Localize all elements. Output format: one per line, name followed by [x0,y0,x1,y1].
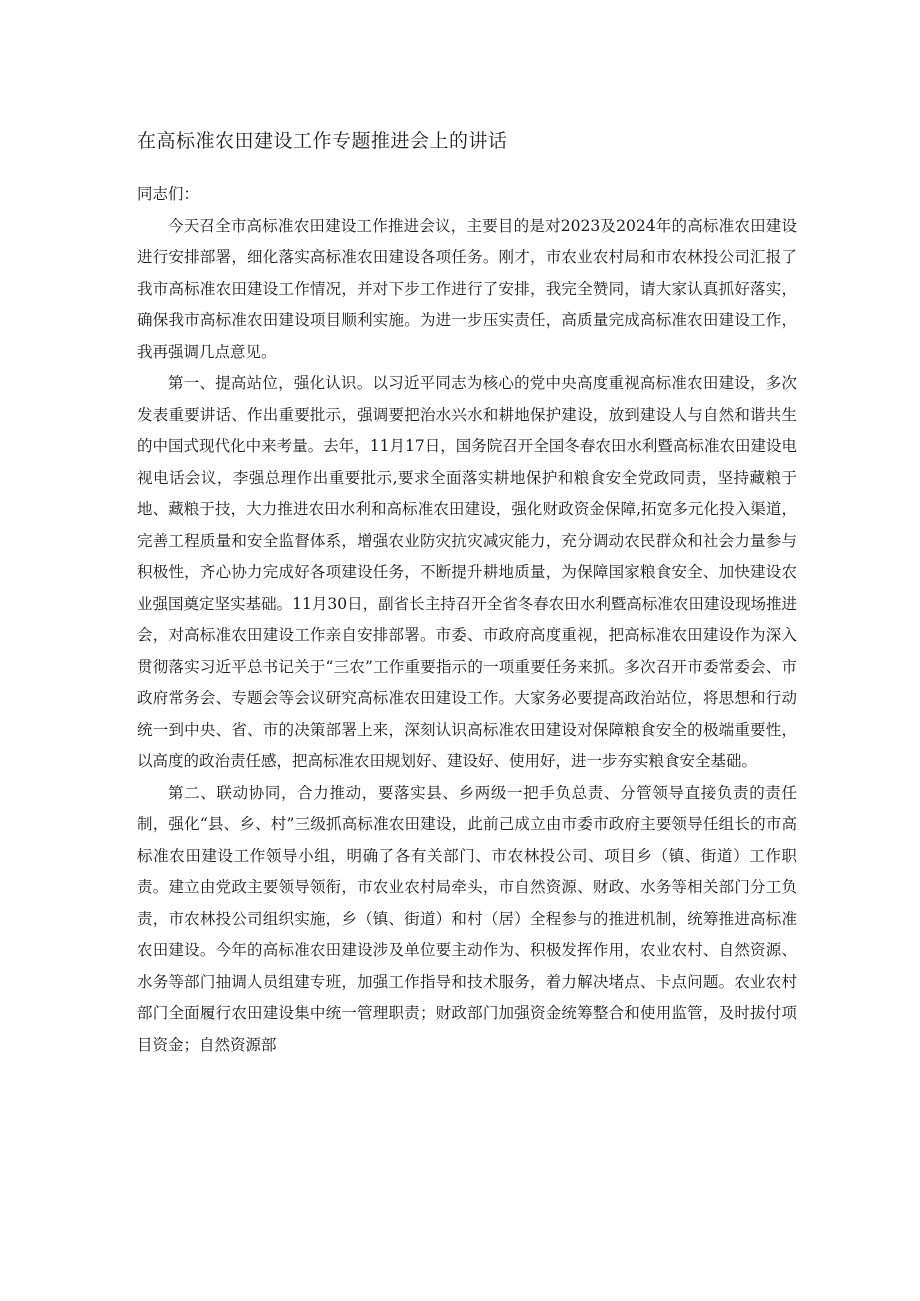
document-page [137,123,797,1061]
document-title: 在高标准农田建设工作专题推进会上的讲话 [137,130,508,152]
paragraph-first-point: 第一、提高站位，强化认识。以习近平同志为核心的党中央高度重视高标准农田建设，多次发表重要讲话、作出重要批示，强调要把治水兴水和耕地保护建设，放到建设人与自然和谐共生的中国式现代化中来考量。去年，11月17日，国务院召开全国冬春农田水利暨高标准农田建设电视电话会议，李强总理作出重要批示,要求全面落实耕地保护和粮食安全党政同责，坚持藏粮于地、藏粮于技，大力推进农田水利和高标准农田建设，强化财政资金保障,拓宽多元化投入渠道，完善工程质量和安全监督体系，增强农业防灾抗灾减灾能力，充分调动农民群众和社会力量参与积极性，齐心协力完成好各项建设任务，不断提升耕地质量，为保障国家粮食安全、加快建设农业强国奠定坚实基础。11月30日，副省长主持召开全省冬春农田水利暨高标准农田建设现场推进会，对高标准农田建设工作亲自安排部署。市委、市政府高度重视，把高标准农田建设作为深入贯彻落实习近平总书记关于“三农”工作重要指示的一项重要任务来抓。多次召开市委常委会、市政府常务会、专题会等会议研究高标准农田建设工作。大家务必要提高政治站位，将思想和行动统一到中央、省、市的决策部署上来，深刻认识高标准农田建设对保障粮食安全的极端重要性，以高度的政治责任感，把高标准农田规划好、建设好、使用好，进一步夯实粮食安全基础。 [137,374,797,770]
salutation: 同志们： [137,185,200,203]
paragraph-second-point: 第二、联动协同，合力推动，要落实县、乡两级一把手负总责、分管领导直接负责的责任制，强化“县、乡、村”三级抓高标准农田建设，此前己成立由市委市政府主要领导任组长的市高标准农田建设工作领导小组，明确了各有关部门、市农林投公司、项目乡（镇、街道）工作职责。建立由党政主要领导领衔，市农业农村局牵头，市自然资源、财政、水务等相关部门分工负责，市农林投公司组织实施，乡（镇、街道）和村（居）全程参与的推进机制，统筹推进高标准农田建设。今年的高标准农田建设涉及单位要主动作为、积极发挥作用，农业农村、自然资源、水务等部门抽调人员组建专班，加强工作指导和技术服务，着力解决堵点、卡点问题。农业农村部门全面履行农田建设集中统一管理职责；财政部门加强资金统筹整合和使用监管，及时拔付项目资金；自然资源部 [137,783,797,1054]
paragraph-opening: 今天召全市高标准农田建设工作推进会议，主要目的是对2023及2024年的高标准农田建设进行安排部署，细化落实高标准农田建设各项任务。刚才，市农业农村局和市农林投公司汇报了我市高标准农田建设工作情况，并对下步工作进行了安排，我完全赞同，请大家认真抓好落实，确保我市高标准农田建设项目顺利实施。为进一步压实责任，高质量完成高标准农田建设工作，我再强调几点意见。 [137,216,797,361]
